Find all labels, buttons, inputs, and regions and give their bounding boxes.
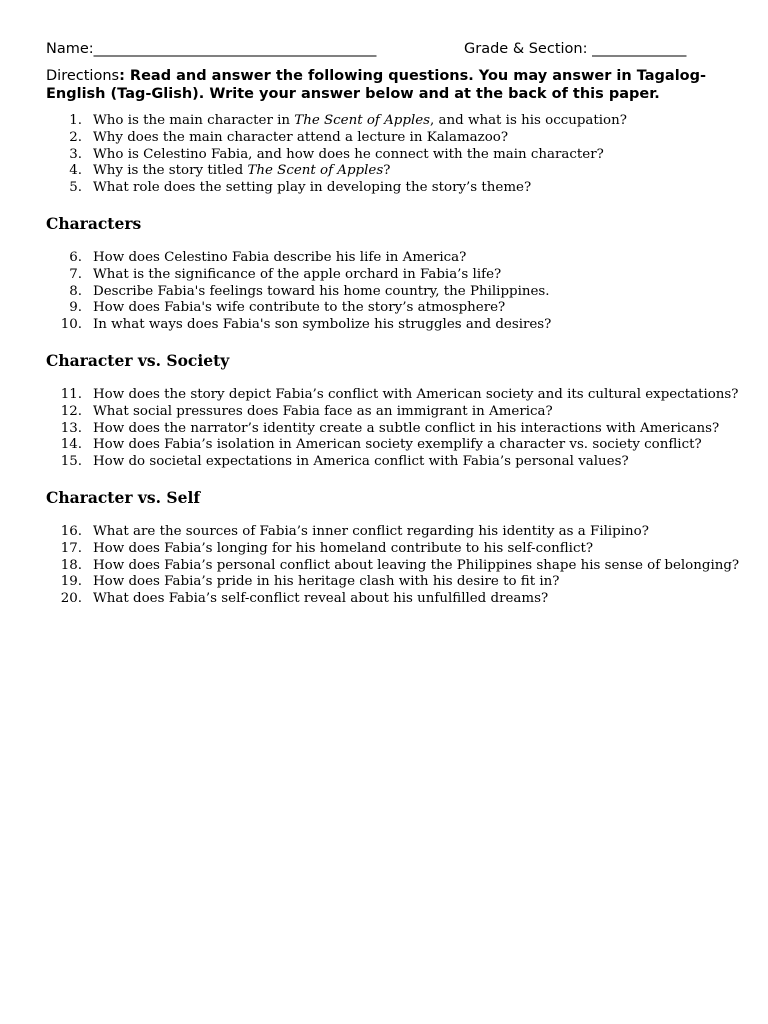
question-17: 17. How does Fabia’s longing for his homeland contribute to his self-conflict? [46, 541, 736, 558]
name-blank: _______________________________________ [93, 41, 377, 57]
question-number: 13. [60, 420, 82, 436]
question-number: 12. [60, 403, 82, 419]
question-list-intro [46, 113, 736, 197]
question-number: 4. [69, 163, 82, 179]
question-6: 6. How does Celestino Fabia describe his life in America? [46, 250, 736, 267]
question-number: 9. [69, 300, 82, 316]
grade-blank: _____________ [592, 41, 687, 57]
question-2: 2. Why does the main character attend a lecture in Kalamazoo? [46, 130, 736, 147]
question-20: 20. What does Fabia’s self-conflict reveal about his unfulfilled dreams? [46, 591, 736, 608]
question-10: 10. In what ways does Fabia's son symbolize his struggles and desires? [46, 317, 736, 334]
directions-text: : Read and answer the following questions. You may answer in Tagalog-English (Tag-Glish). Write your answer below and at the back of this paper. [46, 68, 707, 102]
section-heading-character-vs-society: Character vs. Society [46, 351, 230, 370]
directions-label: Directions [46, 68, 120, 84]
question-13: 13. How does the narrator’s identity create a subtle conflict in his interactions with Americans? [46, 421, 736, 438]
question-list-characters [46, 250, 736, 334]
question-14: 14. How does Fabia’s isolation in American society exemplify a character vs. society conflict? [46, 437, 736, 454]
question-list-society [46, 387, 739, 471]
directions [46, 67, 716, 103]
question-15: 15. How do societal expectations in America conflict with Fabia’s personal values? [46, 454, 736, 471]
question-number: 1. [69, 113, 82, 128]
question-number: 20. [60, 591, 82, 607]
question-16: 16. What are the sources of Fabia’s inner conflict regarding his identity as a Filipino? [46, 524, 736, 541]
question-3: 3. Who is Celestino Fabia, and how does he connect with the main character? [46, 147, 736, 164]
question-number: 3. [69, 146, 82, 162]
question-7: 7. What is the significance of the apple orchard in Fabia’s life? [46, 267, 736, 284]
header-line [46, 41, 706, 57]
question-number: 15. [60, 454, 82, 470]
section-heading-character-vs-self: Character vs. Self [46, 488, 201, 507]
question-5: 5. What role does the setting play in developing the story’s theme? [46, 180, 736, 197]
name-label: Name: [46, 41, 94, 57]
question-19: 19. How does Fabia’s pride in his heritage clash with his desire to fit in? [46, 574, 736, 591]
question-11: 11. How does the story depict Fabia’s conflict with American society and its cultural expectations? [46, 387, 736, 404]
question-number: 16. [60, 524, 82, 539]
question-number: 11. [60, 387, 82, 402]
grade-section [464, 41, 686, 57]
question-number: 14. [60, 437, 82, 453]
question-4: 4. Why is the story titled The Scent of Apples? [46, 163, 736, 180]
grade-label: Grade & Section: [464, 41, 588, 57]
question-12: 12. What social pressures does Fabia face as an immigrant in America? [46, 404, 736, 421]
section-heading-characters: Characters [46, 214, 142, 233]
question-number: 10. [60, 317, 82, 333]
question-list-self [46, 524, 740, 608]
question-number: 6. [69, 250, 82, 265]
question-number: 7. [69, 266, 82, 282]
question-18: 18. How does Fabia’s personal conflict about leaving the Philippines shape his sense of belonging? [46, 558, 736, 575]
question-number: 8. [69, 283, 82, 299]
question-9: 9. How does Fabia's wife contribute to the story’s atmosphere? [46, 300, 736, 317]
question-number: 5. [69, 180, 82, 196]
question-number: 19. [60, 574, 82, 590]
question-1: 1. Who is the main character in The Scent of Apples, and what is his occupation? [46, 113, 736, 130]
question-8: 8. Describe Fabia's feelings toward his home country, the Philippines. [46, 284, 736, 301]
question-number: 2. [69, 129, 82, 145]
question-number: 18. [60, 557, 82, 573]
question-number: 17. [60, 540, 82, 556]
